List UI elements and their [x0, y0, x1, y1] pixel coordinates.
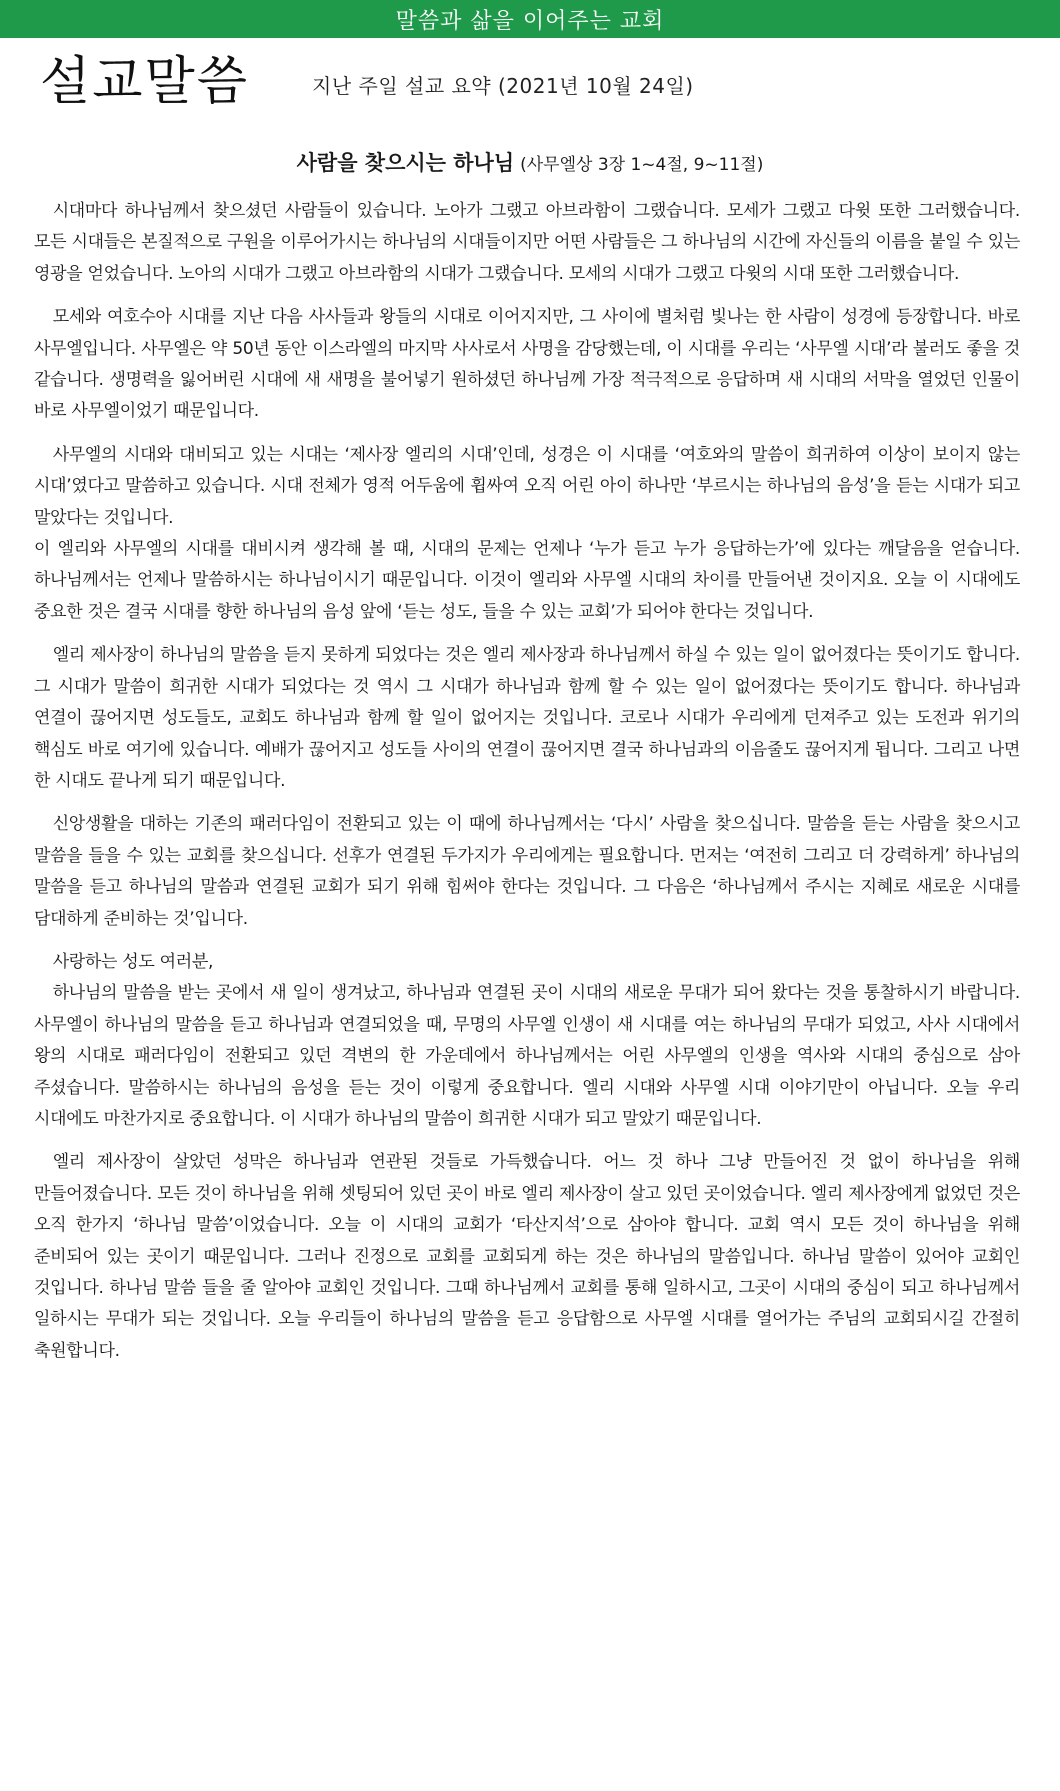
- sermon-heading: [0, 146, 1060, 182]
- section-title: 설교말씀: [40, 52, 249, 112]
- sermon-scripture: (사무엘상 3장 1~4절, 9~11절): [520, 155, 764, 175]
- page-header: [40, 44, 1030, 124]
- paragraph-4: 이 엘리와 사무엘의 시대를 대비시켜 생각해 볼 때, 시대의 문제는 언제나 ‘누가 듣고 누가 응답하는가’에 있다는 깨달음을 얻습니다. 하나님께서는 언제나 말씀하시는 하나님이시기 때문입니다. 이것이 엘리와 사무엘 시대의 차이를 만들어낸 것이지요. 오늘 이 시대에도 중요한 것은 결국 시대를 향한 하나님의 음성 앞에 ‘듣는 성도, 들을 수 있는 교회’가 되어야 한다는 것입니다.: [34, 539, 1020, 622]
- section-subtitle: 지난 주일 설교 요약 (2021년 10월 24일): [312, 74, 694, 98]
- paragraph-7: 하나님의 말씀을 받는 곳에서 새 일이 생겨났고, 하나님과 연결된 곳이 시대의 새로운 무대가 되어 왔다는 것을 통찰하시기 바랍니다. 사무엘이 하나님의 말씀을 듣고 하나님과 연결되었을 때, 무명의 사무엘 인생이 새 시대를 여는 하나님의 무대가 되었고, 사사 시대에서 왕의 시대로 패러다임이 전환되고 있던 격변의 한 가운데에서 하나님께서는 어린 사무엘의 인생을 역사와 시대의 중심으로 삼아 주셨습니다. 말씀하시는 하나님의 음성을 듣는 것이 이렇게 중요합니다. 엘리 시대와 사무엘 시대 이야기만이 아닙니다. 오늘 우리 시대에도 마찬가지로 중요합니다. 이 시대가 하나님의 말씀이 희귀한 시대가 되고 말았기 때문입니다.: [34, 983, 1020, 1129]
- paragraph-6: 신앙생활을 대하는 기존의 패러다임이 전환되고 있는 이 때에 하나님께서는 ‘다시’ 사람을 찾으십니다. 말씀을 듣는 사람을 찾으시고 말씀을 들을 수 있는 교회를 찾으십니다. 선후가 연결된 두가지가 우리에게는 필요합니다. 먼저는 ‘여전히 그리고 더 강력하게’ 하나님의 말씀을 듣고 하나님의 말씀과 연결된 교회가 되기 위해 힘써야 한다는 것입니다. 그 다음은 ‘하나님께서 주시는 지혜로 새로운 시대를 담대하게 준비하는 것’입니다.: [34, 814, 1020, 929]
- paragraph-1: 시대마다 하나님께서 찾으셨던 사람들이 있습니다. 노아가 그랬고 아브라함이 그랬습니다. 모세가 그랬고 다윗 또한 그러했습니다. 모든 시대들은 본질적으로 구원을 이루어가시는 하나님의 시대들이지만 어떤 사람들은 그 하나님의 시간에 자신들의 이름을 붙일 수 있는 영광을 얻었습니다. 노아의 시대가 그랬고 아브라함의 시대가 그랬습니다. 모세의 시대가 그랬고 다윗의 시대 또한 그러했습니다.: [34, 201, 1020, 284]
- paragraph-8: 엘리 제사장이 살았던 성막은 하나님과 연관된 것들로 가득했습니다. 어느 것 하나 그냥 만들어진 것 없이 하나님을 위해 만들어졌습니다. 모든 것이 하나님을 위해 셋팅되어 있던 곳이 바로 엘리 제사장이 살고 있던 곳이었습니다. 엘리 제사장에게 없었던 것은 오직 한가지 ‘하나님 말씀’이었습니다. 오늘 이 시대의 교회가 ‘타산지석’으로 삼아야 합니다. 교회 역시 모든 것이 하나님을 위해 준비되어 있는 곳이기 때문입니다. 그러나 진정으로 교회를 교회되게 하는 것은 하나님의 말씀입니다. 하나님 말씀이 있어야 교회인 것입니다. 하나님 말씀 들을 줄 알아야 교회인 것입니다. 그때 하나님께서 교회를 통해 일하시고, 그곳이 시대의 중심이 되고 하나님께서 일하시는 무대가 되는 것입니다. 오늘 우리들이 하나님의 말씀을 듣고 응답함으로 사무엘 시대를 열어가는 주님의 교회되시길 간절히 축원합니다.: [34, 1152, 1020, 1361]
- top-banner: [0, 0, 1060, 38]
- paragraph-greeting: 사랑하는 성도 여러분,: [52, 951, 214, 972]
- paragraph-5: 엘리 제사장이 하나님의 말씀을 듣지 못하게 되었다는 것은 엘리 제사장과 하나님께서 하실 수 있는 일이 없어졌다는 뜻이기도 합니다. 그 시대가 말씀이 희귀한 시대가 되었다는 것 역시 그 시대가 하나님과 함께 할 수 있는 일이 없어졌다는 뜻이기도 합니다. 하나님과 연결이 끊어지면 성도들도, 교회도 하나님과 함께 할 일이 없어지는 것입니다. 코로나 시대가 우리에게 던져주고 있는 도전과 위기의 핵심도 바로 여기에 있습니다. 예배가 끊어지고 성도들 사이의 연결이 끊어지면 결국 하나님과의 이음줄도 끊어지게 됩니다. 그리고 나면 한 시대도 끝나게 되기 때문입니다.: [34, 645, 1020, 791]
- banner-text: 말씀과 삶을 이어주는 교회: [395, 8, 665, 34]
- paragraph-3: 사무엘의 시대와 대비되고 있는 시대는 ‘제사장 엘리의 시대’인데, 성경은 이 시대를 ‘여호와의 말씀이 희귀하여 이상이 보이지 않는 시대’였다고 말씀하고 있습니다. 시대 전체가 영적 어두움에 휩싸여 오직 어린 아이 하나만 ‘부르시는 하나님의 음성’을 듣는 시대가 되고 말았다는 것입니다.: [34, 444, 1020, 528]
- sermon-body: [34, 196, 1020, 1379]
- paragraph-2: 모세와 여호수아 시대를 지난 다음 사사들과 왕들의 시대로 이어지지만, 그 사이에 별처럼 빛나는 한 사람이 성경에 등장합니다. 바로 사무엘입니다. 사무엘은 약 50년 동안 이스라엘의 마지막 사사로서 사명을 감당했는데, 이 시대를 우리는 ‘사무엘 시대’라 불러도 좋을 것 같습니다. 생명력을 잃어버린 시대에 새 새명을 불어넣기 원하셨던 하나님께 가장 적극적으로 응답하며 새 시대의 서막을 열었던 인물이 바로 사무엘이었기 때문입니다.: [34, 307, 1020, 422]
- sermon-title: 사람을 찾으시는 하나님: [296, 151, 515, 175]
